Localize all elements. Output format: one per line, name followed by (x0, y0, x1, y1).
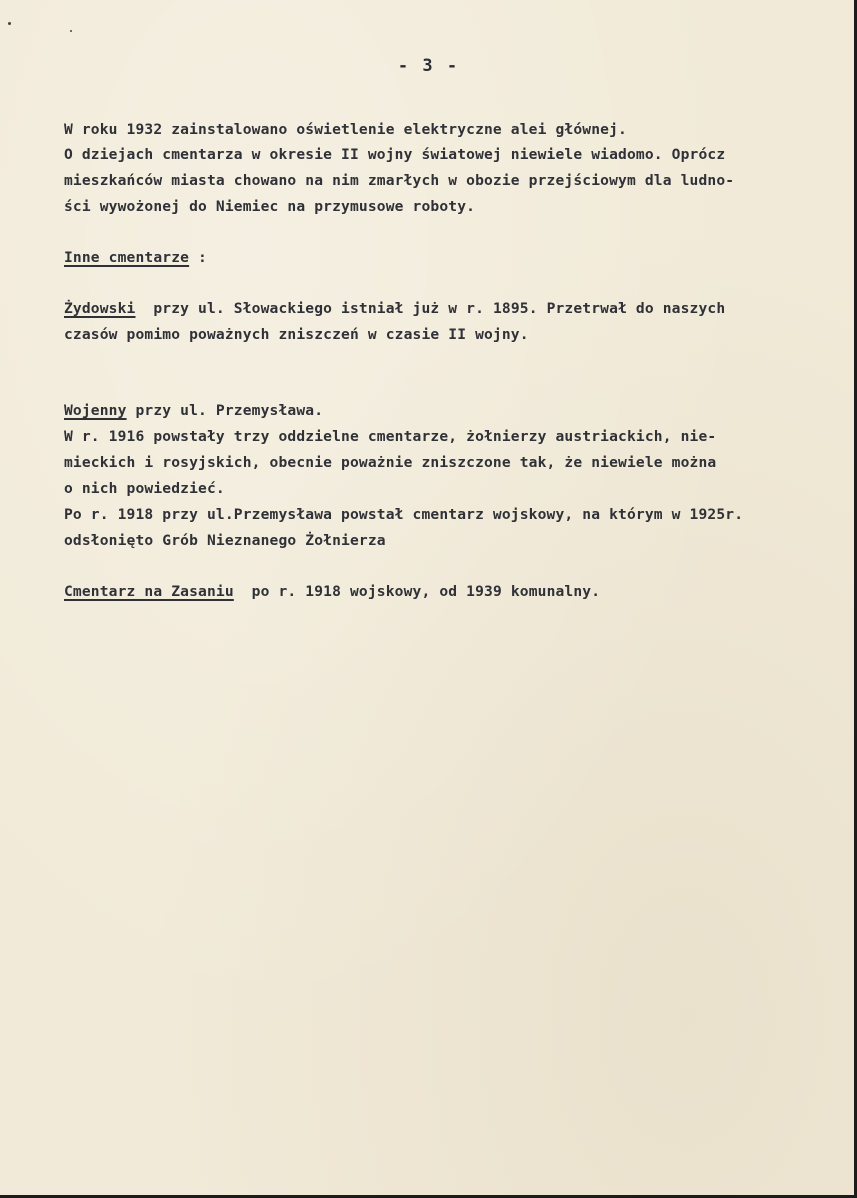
text-span: przy ul. Przemysława. (126, 402, 324, 419)
text-line: odsłonięto Grób Nieznanego Żołnierza (64, 532, 386, 549)
page-number: - 3 - (397, 56, 460, 76)
text-line: mieszkańców miasta chowano na nim zmarłych w obozie przejściowym dla ludno- (64, 172, 735, 189)
text-line: W roku 1932 zainstalowano oświetlenie elektryczne alei głównej. (64, 121, 627, 138)
scan-speck (70, 30, 72, 32)
text-line: mieckich i rosyjskich, obecnie poważnie zniszczone tak, że niewiele można (64, 454, 717, 471)
text-line: Po r. 1918 przy ul.Przemysława powstał cmentarz wojskowy, na którym w 1925r. (64, 506, 744, 523)
section-heading-title: Inne cmentarze (64, 249, 190, 266)
cemetery-name-zasanie: Cmentarz na Zasaniu (64, 583, 234, 600)
section-heading (64, 249, 207, 267)
text-line: ści wywożonej do Niemiec na przymusowe roboty. (64, 198, 476, 215)
cemetery-name-wojenny: Wojenny (64, 402, 127, 419)
text-line: W r. 1916 powstały trzy oddzielne cmentarze, żołnierzy austriackich, nie- (64, 428, 717, 445)
text-line (64, 402, 323, 420)
paragraph-zasanie-cemetery (64, 583, 600, 601)
section-heading-colon: : (189, 249, 207, 266)
text-line (64, 300, 725, 318)
scan-speck (8, 22, 11, 25)
text-span: po r. 1918 wojskowy, od 1939 komunalny. (233, 583, 601, 600)
text-span: przy ul. Słowackiego istniał już w r. 1895. Przetrwał do naszych (135, 300, 726, 317)
text-line: czasów pomimo poważnych zniszczeń w czasie II wojny. (64, 326, 529, 343)
text-line: O dziejach cmentarza w okresie II wojny światowej niewiele wiadomo. Oprócz (64, 146, 726, 163)
cemetery-name-zydowski: Żydowski (64, 300, 136, 317)
text-line: o nich powiedzieć. (64, 480, 225, 497)
